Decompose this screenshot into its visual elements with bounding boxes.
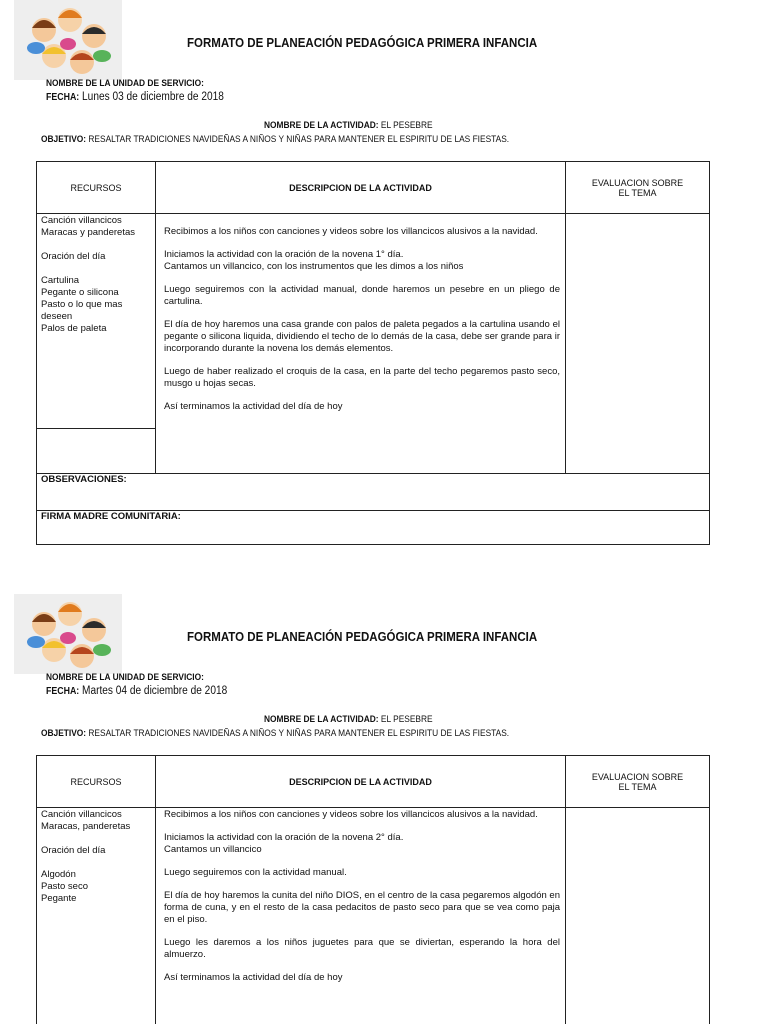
recurso-item: deseen	[41, 311, 73, 322]
descripcion-paragraph: Recibimos a los niños con canciones y videos sobre los villancicos alusivos a la navidad.	[164, 809, 538, 820]
recurso-item: Pasto o lo que mas	[41, 299, 123, 310]
recurso-item: Palos de paleta	[41, 323, 107, 334]
objetivo-label: OBJETIVO:	[41, 134, 87, 145]
descripcion-paragraph: Así terminamos la actividad del día de hoy	[164, 972, 343, 983]
fecha-label: FECHA:	[46, 92, 80, 103]
descripcion-header: DESCRIPCION DE LA ACTIVIDAD	[156, 756, 566, 808]
recurso-item: Oración del día	[41, 845, 106, 856]
fecha-value: Martes 04 de diciembre de 2018	[79, 685, 228, 697]
descripcion-paragraph: Luego les daremos a los niños juguetes para que se diviertan, esperando la hora del almuerzo.	[164, 937, 560, 960]
fecha-label: FECHA:	[46, 686, 80, 697]
actividad-line	[264, 120, 433, 131]
recursos-cell	[37, 214, 156, 429]
evaluacion-header	[566, 756, 710, 808]
descripcion-paragraph: Luego seguiremos con la actividad manual, donde haremos un pesebre en un pliego de cartulina.	[164, 284, 560, 307]
recurso-item	[41, 239, 151, 251]
actividad-label: NOMBRE DE LA ACTIVIDAD:	[264, 714, 379, 725]
observaciones-row: OBSERVACIONES:	[37, 474, 710, 511]
descripcion-header: DESCRIPCION DE LA ACTIVIDAD	[156, 162, 566, 214]
evaluacion-header-line-2: EL TEMA	[618, 781, 657, 792]
recurso-item: Pegante o silicona	[41, 287, 119, 298]
descripcion-cell	[156, 808, 566, 1024]
children-logo-image	[14, 594, 122, 674]
recurso-item: Maracas, panderetas	[41, 821, 131, 832]
objetivo-line	[41, 728, 509, 739]
actividad-value: EL PESEBRE	[378, 120, 433, 131]
descripcion-paragraph: Luego seguiremos con la actividad manual.	[164, 867, 347, 878]
fecha-line	[46, 91, 224, 103]
recurso-item	[41, 263, 151, 275]
unidad-servicio-label: NOMBRE DE LA UNIDAD DE SERVICIO:	[46, 672, 204, 683]
recurso-item: Maracas y panderetas	[41, 227, 135, 238]
planning-table	[36, 755, 710, 1024]
descripcion-cell	[156, 214, 566, 474]
descripcion-paragraph: Luego de haber realizado el croquis de la casa, en la parte del techo pegaremos pasto seco, musgo u hojas secas.	[164, 366, 560, 389]
recurso-item: Canción villancicos	[41, 215, 122, 226]
descripcion-paragraph: Iniciamos la actividad con la oración de la novena 2° día. Cantamos un villancico	[164, 832, 404, 855]
planning-sheet-2	[0, 594, 768, 1024]
descripcion-paragraph: El día de hoy haremos una casa grande con palos de paleta pegados a la cartulina usando el pegante o silicona liquida, dividiendo el techo de lo demás de la casa, debe ser grande para ir incorporando durante la novena los demás elementos.	[164, 319, 560, 354]
objetivo-label: OBJETIVO:	[41, 728, 87, 739]
fecha-value: Lunes 03 de diciembre de 2018	[79, 91, 224, 103]
evaluacion-cell	[566, 808, 710, 1024]
recursos-header: RECURSOS	[37, 162, 156, 214]
actividad-value: EL PESEBRE	[378, 714, 433, 725]
children-logo-image	[14, 0, 122, 80]
actividad-label: NOMBRE DE LA ACTIVIDAD:	[264, 120, 379, 131]
recurso-item: Canción villancicos	[41, 809, 122, 820]
recurso-item: Cartulina	[41, 275, 80, 286]
descripcion-paragraph: Iniciamos la actividad con la oración de la novena 1° día. Cantamos un villancico, con los instrumentos que les dimos a los niños	[164, 249, 464, 272]
descripcion-paragraph: Así terminamos la actividad del día de hoy	[164, 401, 343, 412]
recurso-item: Oración del día	[41, 251, 106, 262]
recursos-header: RECURSOS	[37, 756, 156, 808]
objetivo-value: RESALTAR TRADICIONES NAVIDEÑAS A NIÑOS Y NIÑAS PARA MANTENER EL ESPIRITU DE LAS FIESTAS.	[86, 728, 510, 739]
evaluacion-cell	[566, 214, 710, 474]
evaluacion-header-line-1: EVALUACION SOBRE	[591, 177, 684, 188]
planning-table	[36, 161, 710, 545]
recurso-item: Pegante	[41, 893, 77, 904]
evaluacion-header-line-2: EL TEMA	[618, 187, 657, 198]
recurso-item	[41, 857, 151, 869]
recursos-cell	[37, 808, 156, 1024]
evaluacion-header-line-1: EVALUACION SOBRE	[591, 771, 684, 782]
recurso-item: Pasto seco	[41, 881, 88, 892]
recurso-item	[41, 833, 151, 845]
descripcion-paragraph: Recibimos a los niños con canciones y videos sobre los villancicos alusivos a la navidad.	[164, 226, 538, 237]
document-title: FORMATO DE PLANEACIÓN PEDAGÓGICA PRIMERA INFANCIA	[187, 36, 538, 50]
unidad-servicio-label: NOMBRE DE LA UNIDAD DE SERVICIO:	[46, 78, 204, 89]
descripcion-paragraph: El día de hoy haremos la cunita del niño DIOS, en el centro de la casa pegaremos algodón en forma de cuna, y en el resto de la casa pedacitos de pasto seco para que se vea como paja en el piso.	[164, 890, 560, 925]
firma-row: FIRMA MADRE COMUNITARIA:	[37, 511, 710, 545]
actividad-line	[264, 714, 433, 725]
objetivo-value: RESALTAR TRADICIONES NAVIDEÑAS A NIÑOS Y NIÑAS PARA MANTENER EL ESPIRITU DE LAS FIESTAS.	[86, 134, 510, 145]
objetivo-line	[41, 134, 509, 145]
fecha-line	[46, 685, 227, 697]
document-title: FORMATO DE PLANEACIÓN PEDAGÓGICA PRIMERA INFANCIA	[187, 630, 538, 644]
recursos-empty-cell	[37, 429, 156, 474]
recurso-item: Algodón	[41, 869, 76, 880]
evaluacion-header	[566, 162, 710, 214]
